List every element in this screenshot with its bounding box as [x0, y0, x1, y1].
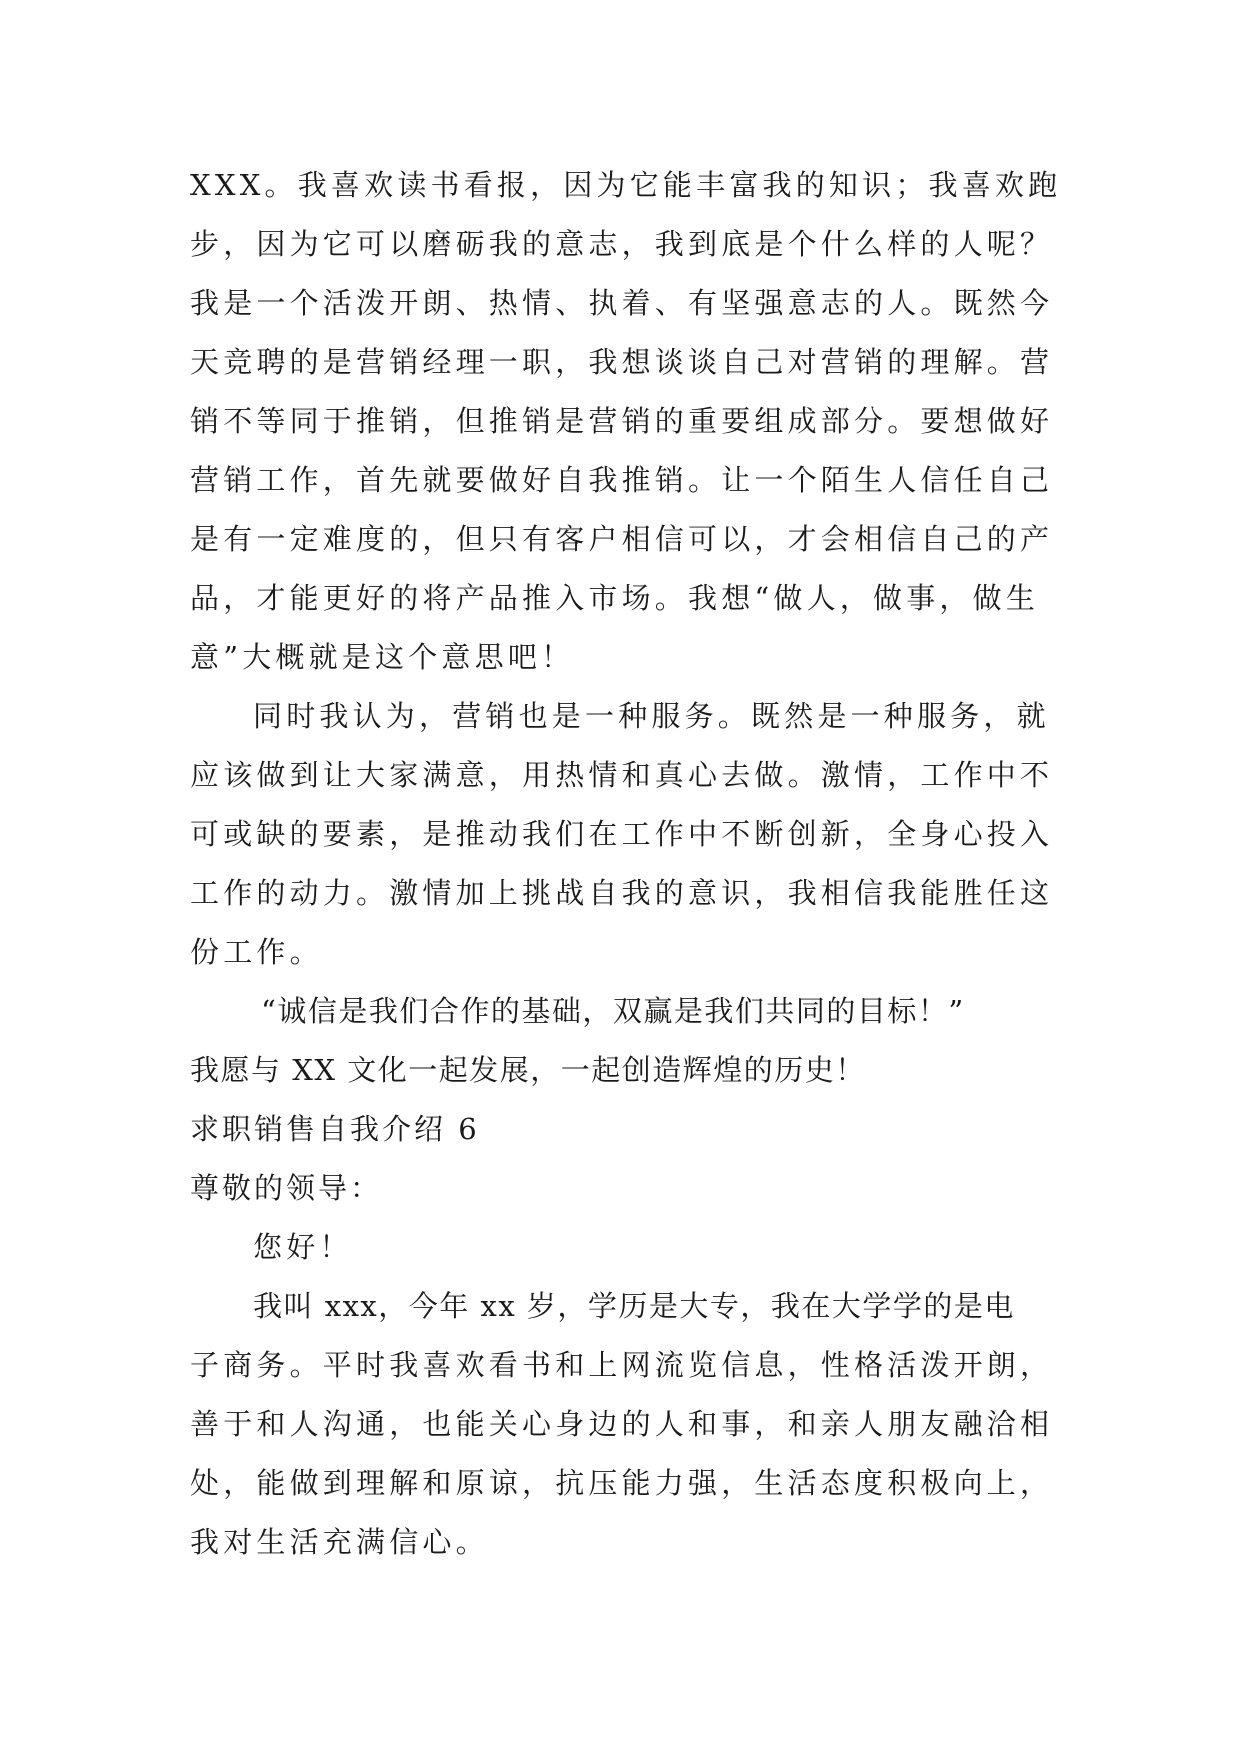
paragraph-first-line: 我叫 xxx，今年 xx 岁，学历是大专，我在大学学的是电 — [253, 1289, 1015, 1323]
text-line: 我对生活充满信心。 — [190, 1525, 489, 1559]
salutation: 尊敬的领导： — [190, 1171, 383, 1205]
text-line: 我是一个活泼开朗、热情、执着、有坚强意志的人。既然今 — [190, 286, 1054, 320]
text-line: XXX。我喜欢读书看报，因为它能丰富我的知识；我喜欢跑 — [190, 168, 1062, 202]
text-line: 营销工作，首先就要做好自我推销。让一个陌生人信任自己 — [190, 463, 1054, 497]
document-page — [190, 156, 1062, 1572]
text-line: 步，因为它可以磨砺我的意志，我到底是个什么样的人呢？ — [190, 227, 1054, 261]
text-line: 可或缺的要素，是推动我们在工作中不断创新，全身心投入 — [190, 817, 1054, 851]
greeting: 您好！ — [253, 1230, 353, 1264]
text-line: 天竞聘的是营销经理一职，我想谈谈自己对营销的理解。营 — [190, 345, 1054, 379]
text-line: 工作的动力。激情加上挑战自我的意识，我相信我能胜任这 — [190, 876, 1054, 910]
text-line: 份工作。 — [190, 935, 323, 969]
text-line: 处，能做到理解和原谅，抗压能力强，生活态度积极向上， — [190, 1466, 1054, 1500]
text-line: 销不等同于推销，但推销是营销的重要组成部分。要想做好 — [190, 404, 1054, 438]
text-line: 是有一定难度的，但只有客户相信可以，才会相信自己的产 — [190, 522, 1054, 556]
paragraph-first-line: 同时我认为，营销也是一种服务。既然是一种服务，就 — [253, 699, 1050, 733]
text-line: 子商务。平时我喜欢看书和上网流览信息，性格活泼开朗， — [190, 1348, 1054, 1382]
text-line: 我愿与 XX 文化一起发展，一起创造辉煌的历史！ — [190, 1053, 866, 1087]
text-line: 意”大概就是这个意思吧！ — [190, 640, 575, 674]
text-line: 善于和人沟通，也能关心身边的人和事，和亲人朋友融洽相 — [190, 1407, 1054, 1441]
quote-line: “诚信是我们合作的基础，双赢是我们共同的目标！” — [261, 994, 965, 1028]
section-heading: 求职销售自我介绍 6 — [190, 1112, 480, 1146]
text-line: 品，才能更好的将产品推入市场。我想“做人，做事，做生 — [190, 581, 1040, 615]
text-line: 应该做到让大家满意，用热情和真心去做。激情，工作中不 — [190, 758, 1054, 792]
